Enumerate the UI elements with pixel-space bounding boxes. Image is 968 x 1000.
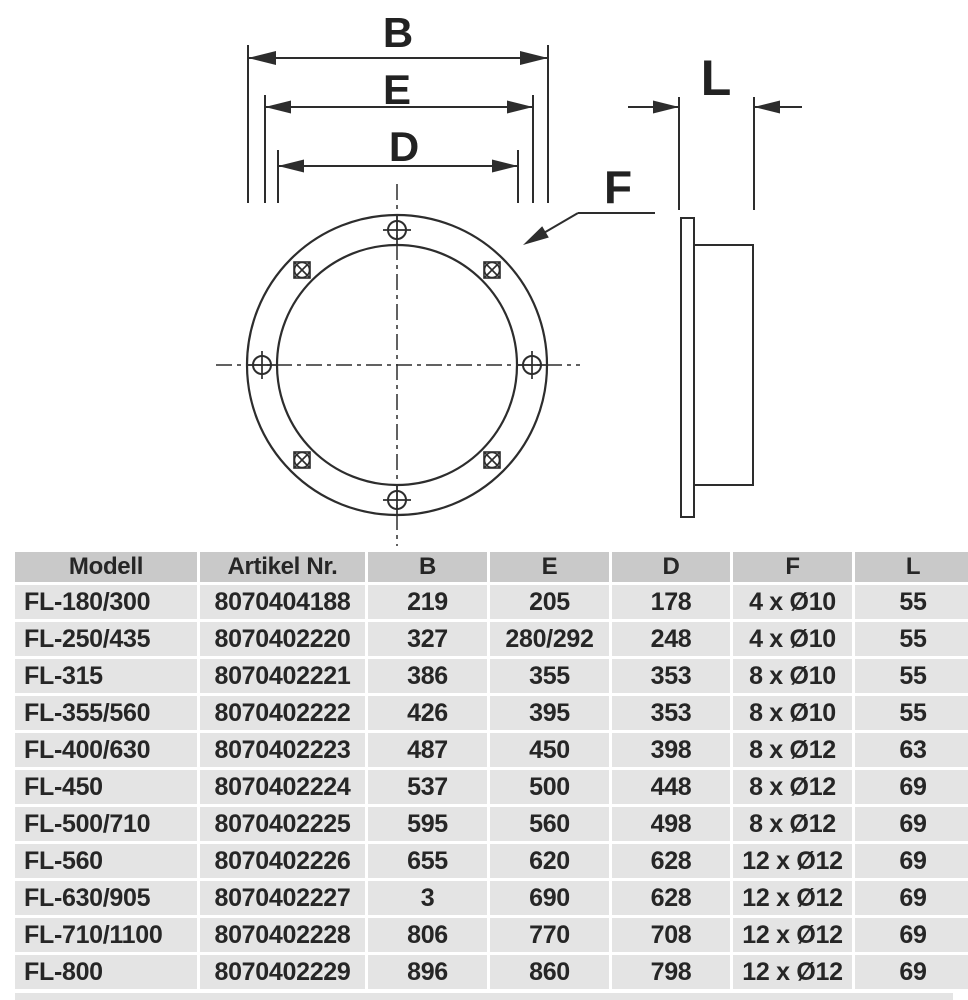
table-cell: 55 — [855, 696, 968, 730]
table-row — [15, 696, 953, 730]
table-cell: 69 — [855, 881, 968, 915]
table-cell: 655 — [368, 844, 487, 878]
bolt-hole-bottom — [383, 486, 411, 514]
table-cell: 4 x Ø10 — [733, 622, 852, 656]
table-cell: 806 — [368, 918, 487, 952]
table-cell: FL-400/630 — [15, 733, 197, 767]
flange-front-view — [216, 184, 580, 546]
table-cell: 8070402220 — [200, 622, 365, 656]
table-cell: 8070402228 — [200, 918, 365, 952]
table-row — [15, 659, 953, 693]
table-cell: FL-500/710 — [15, 807, 197, 841]
table-row — [15, 622, 953, 656]
table-bottom-strip — [15, 993, 953, 1000]
table-row — [15, 807, 953, 841]
bolt-hole-top — [383, 216, 411, 244]
dimension-d-label: D — [388, 123, 420, 170]
dimension-l — [628, 50, 802, 210]
table-cell: 12 x Ø12 — [733, 881, 852, 915]
table-cell: 426 — [368, 696, 487, 730]
table-cell: 8070402225 — [200, 807, 365, 841]
table-cell: 12 x Ø12 — [733, 844, 852, 878]
header-cell: Artikel Nr. — [200, 552, 365, 582]
table-cell: 178 — [612, 585, 730, 619]
table-cell: 395 — [490, 696, 609, 730]
table-cell: 595 — [368, 807, 487, 841]
bolt-hole-bottom-left — [294, 452, 310, 468]
table-cell: 560 — [490, 807, 609, 841]
table-cell: 896 — [368, 955, 487, 989]
table-row — [15, 733, 953, 767]
table-cell: 4 x Ø10 — [733, 585, 852, 619]
table-cell: 8070402223 — [200, 733, 365, 767]
bolt-hole-right — [518, 351, 546, 379]
table-cell: 628 — [612, 881, 730, 915]
table-cell: 628 — [612, 844, 730, 878]
table-cell: FL-315 — [15, 659, 197, 693]
bolt-hole-left — [248, 351, 276, 379]
table-cell: 55 — [855, 622, 968, 656]
table-cell: 8070402224 — [200, 770, 365, 804]
table-cell: 12 x Ø12 — [733, 918, 852, 952]
table-cell: 327 — [368, 622, 487, 656]
side-view-duct-body — [694, 245, 753, 485]
f-callout — [523, 161, 655, 245]
bolt-hole-top-left — [294, 262, 310, 278]
table-body — [15, 585, 953, 989]
table-cell: 69 — [855, 918, 968, 952]
table-cell: FL-250/435 — [15, 622, 197, 656]
table-cell: 8070402229 — [200, 955, 365, 989]
table-cell: 248 — [612, 622, 730, 656]
table-cell: 8 x Ø10 — [733, 696, 852, 730]
flange-side-view — [681, 218, 753, 517]
table-cell: 353 — [612, 696, 730, 730]
bolt-hole-top-right — [484, 262, 500, 278]
table-cell: 448 — [612, 770, 730, 804]
table-cell: 498 — [612, 807, 730, 841]
table-cell: 620 — [490, 844, 609, 878]
table-cell: 8070402221 — [200, 659, 365, 693]
dimension-d — [278, 123, 518, 203]
side-view-flange-plate — [681, 218, 694, 517]
table-cell: 690 — [490, 881, 609, 915]
table-cell: 69 — [855, 955, 968, 989]
dimension-l-label: L — [700, 50, 732, 106]
header-cell: Modell — [15, 552, 197, 582]
table-cell: 353 — [612, 659, 730, 693]
header-cell: L — [855, 552, 968, 582]
table-cell: 69 — [855, 844, 968, 878]
table-cell: 12 x Ø12 — [733, 955, 852, 989]
table-cell: 55 — [855, 585, 968, 619]
table-cell: 205 — [490, 585, 609, 619]
table-cell: FL-800 — [15, 955, 197, 989]
table-cell: FL-630/905 — [15, 881, 197, 915]
spec-table — [15, 552, 953, 989]
table-row — [15, 770, 953, 804]
table-cell: 398 — [612, 733, 730, 767]
table-cell: 537 — [368, 770, 487, 804]
table-header-row — [15, 552, 953, 582]
dimension-e-label: E — [382, 66, 412, 113]
table-row — [15, 881, 953, 915]
table-cell: 8070404188 — [200, 585, 365, 619]
table-row — [15, 918, 953, 952]
table-cell: FL-710/1100 — [15, 918, 197, 952]
f-leader-arrowhead — [523, 226, 549, 245]
table-cell: FL-560 — [15, 844, 197, 878]
table-cell: 8 x Ø12 — [733, 770, 852, 804]
table-row — [15, 844, 953, 878]
table-cell: 8 x Ø12 — [733, 807, 852, 841]
dimension-b-label: B — [382, 9, 414, 56]
table-cell: 500 — [490, 770, 609, 804]
table-cell: 63 — [855, 733, 968, 767]
table-cell: 8 x Ø12 — [733, 733, 852, 767]
table-cell: 69 — [855, 770, 968, 804]
table-cell: 8070402226 — [200, 844, 365, 878]
f-callout-label: F — [603, 161, 633, 213]
header-cell: F — [733, 552, 852, 582]
table-cell: 798 — [612, 955, 730, 989]
table-cell: 219 — [368, 585, 487, 619]
table-cell: 450 — [490, 733, 609, 767]
header-cell: E — [490, 552, 609, 582]
table-cell: 280/292 — [490, 622, 609, 656]
table-cell: 55 — [855, 659, 968, 693]
table-cell: 708 — [612, 918, 730, 952]
table-cell: 386 — [368, 659, 487, 693]
table-cell: 3 — [368, 881, 487, 915]
header-cell: D — [612, 552, 730, 582]
table-cell: 355 — [490, 659, 609, 693]
table-cell: 487 — [368, 733, 487, 767]
table-cell: FL-450 — [15, 770, 197, 804]
header-cell: B — [368, 552, 487, 582]
table-cell: 8 x Ø10 — [733, 659, 852, 693]
table-cell: 8070402222 — [200, 696, 365, 730]
table-cell: 860 — [490, 955, 609, 989]
table-cell: 770 — [490, 918, 609, 952]
table-cell: 69 — [855, 807, 968, 841]
table-cell: 8070402227 — [200, 881, 365, 915]
table-cell: FL-180/300 — [15, 585, 197, 619]
bolt-hole-bottom-right — [484, 452, 500, 468]
table-row — [15, 585, 953, 619]
table-row — [15, 955, 953, 989]
table-cell: FL-355/560 — [15, 696, 197, 730]
